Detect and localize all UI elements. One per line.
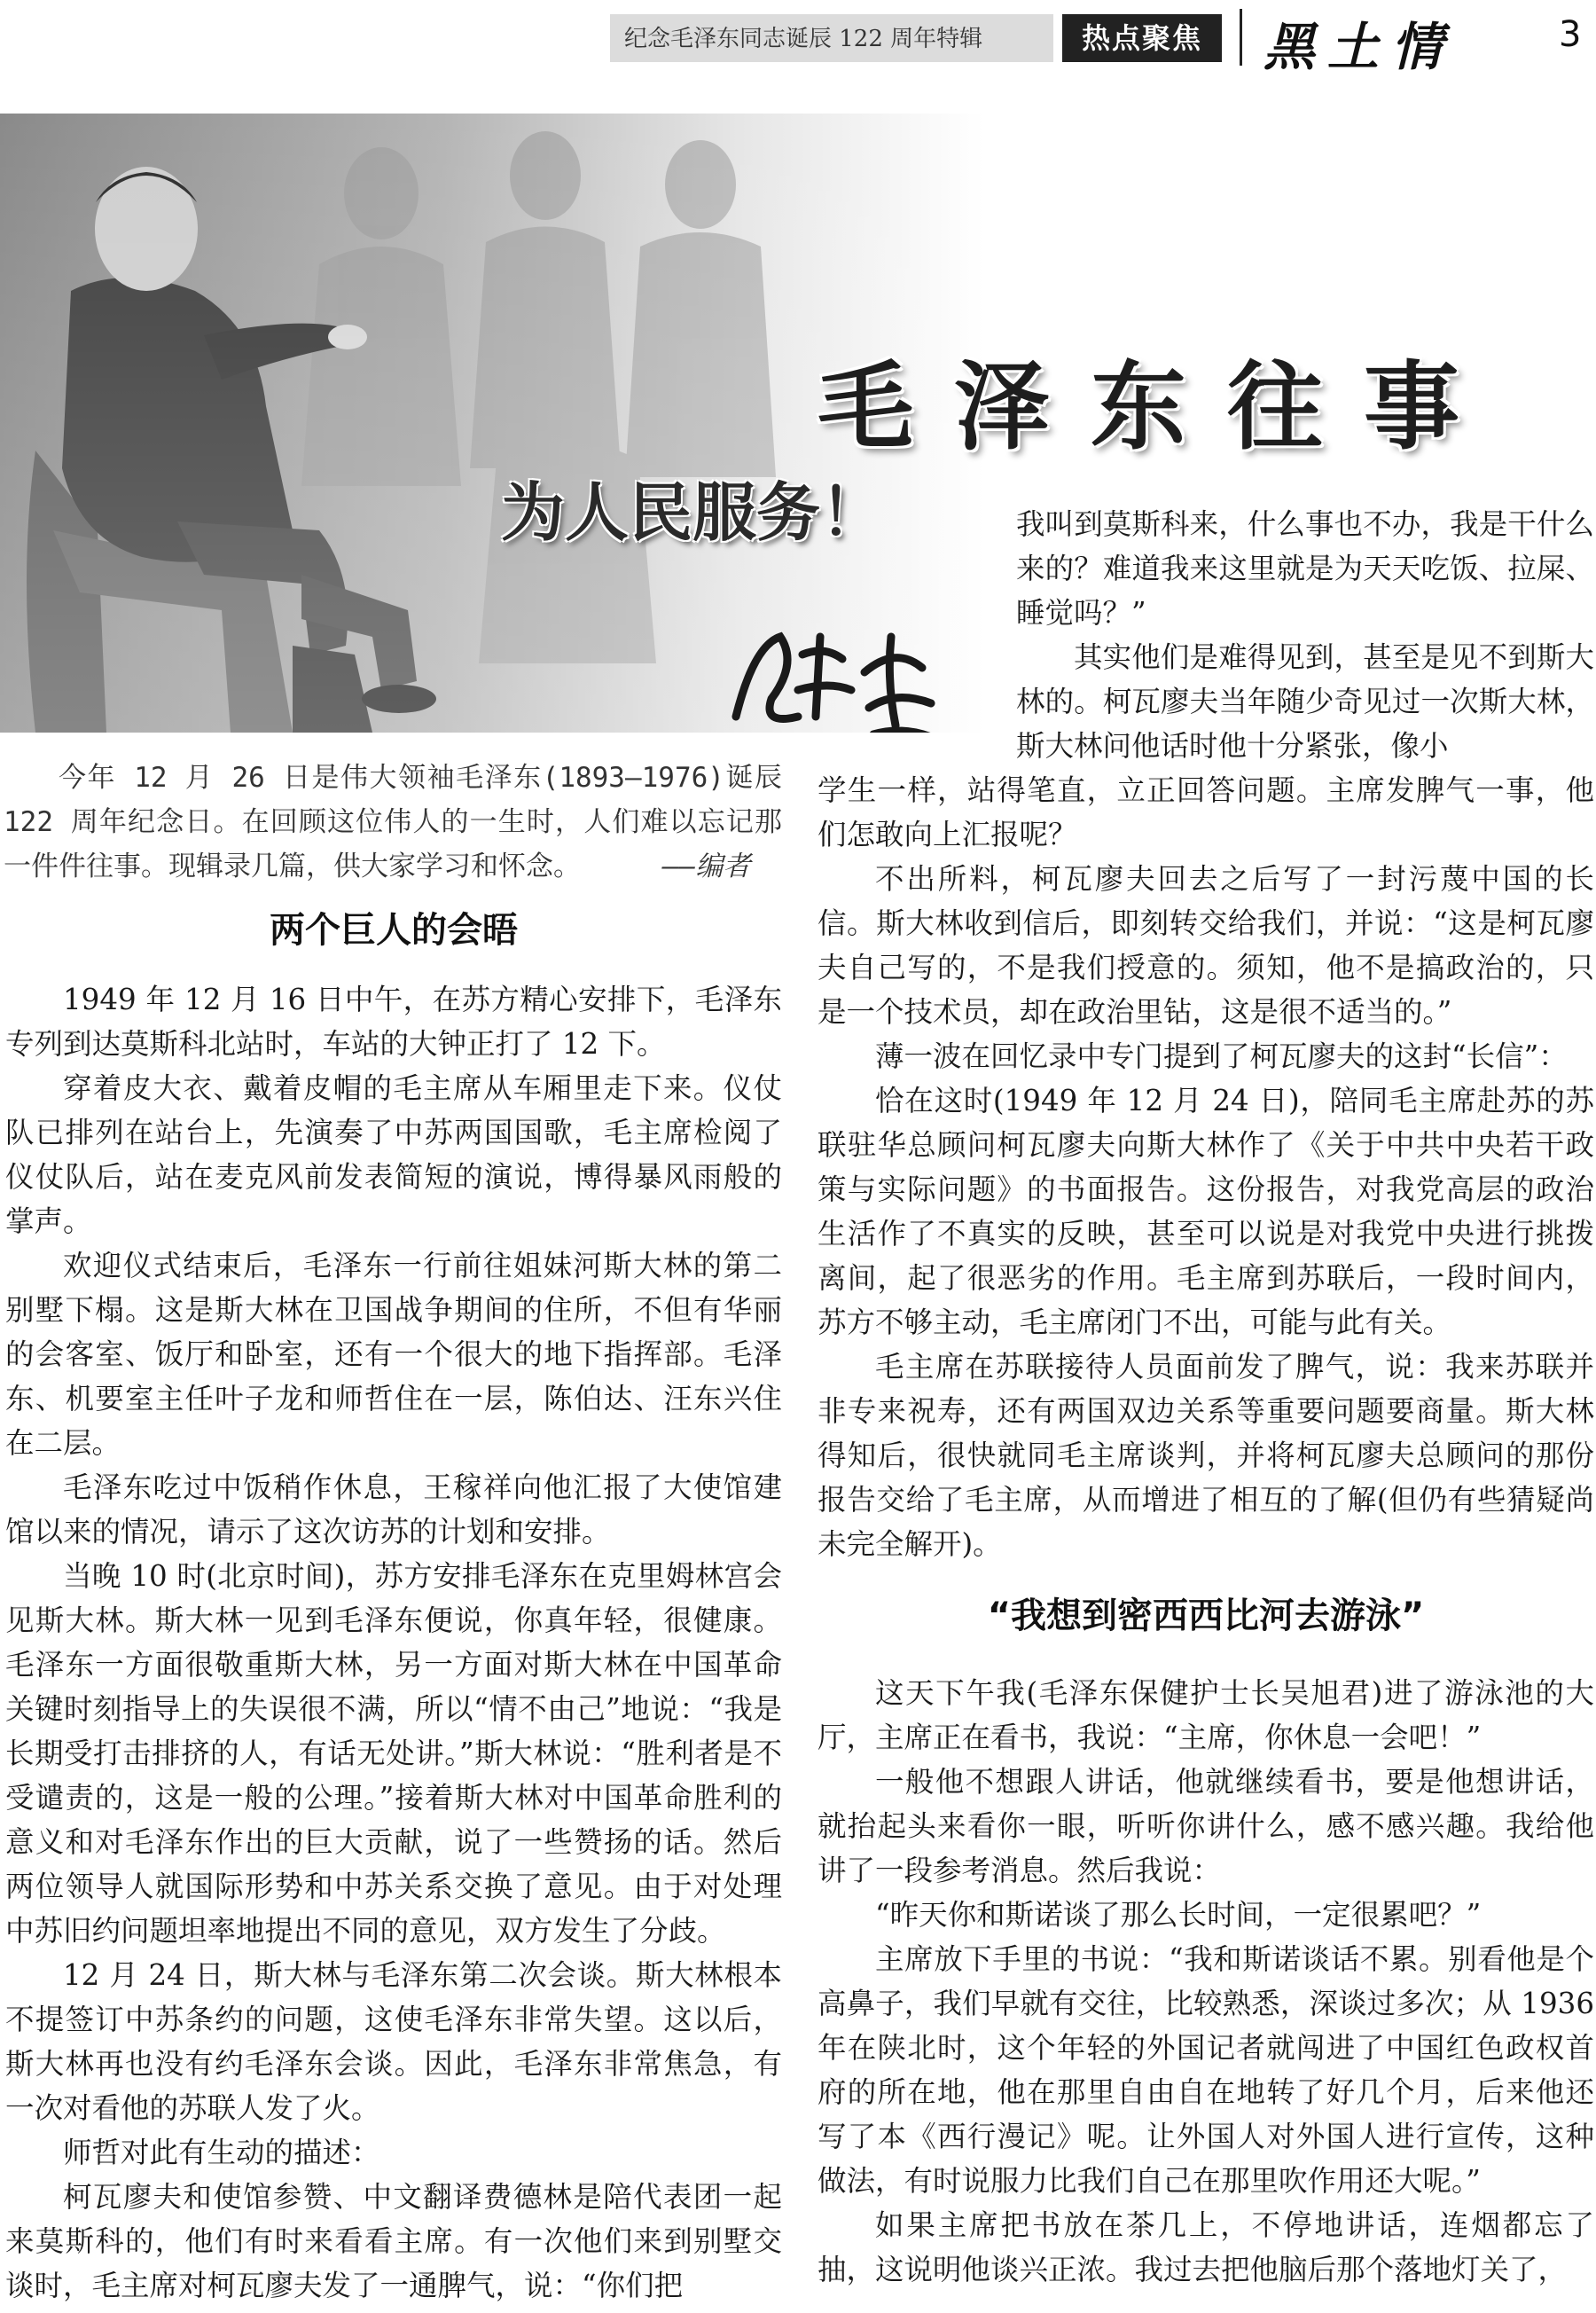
paragraph: 当晚 10 时(北京时间)，苏方安排毛泽东在克里姆林宫会见斯大林。斯大林一见到毛泽东便说，你真年轻，很健康。毛泽东一方面很敬重斯大林，另一方面对斯大林在中国革命关键时刻指导上的失误很不满，所以“情不由己”地说：“我是长期受打击排挤的人，有话无处讲。”斯大林说：“胜利者是不受谴责的，这是一般的公理。”接着斯大林对中国革命胜利的意义和对毛泽东作出的巨大贡献，说了一些赞扬的话。然后两位领导人就国际形势和中苏关系交换了意见。由于对处理中苏旧约问题坦率地提出不同的意见，双方发生了分歧。 bbox=[5, 1559, 782, 1948]
section-tag: 热点聚焦 bbox=[1062, 14, 1222, 62]
paragraph: 穿着皮大衣、戴着皮帽的毛主席从车厢里走下来。仪仗队已排列在站台上，先演奏了中苏两国国歌，毛主席检阅了仪仗队后，站在麦克风前发表简短的演说，博得暴风雨般的掌声。 bbox=[5, 1071, 782, 1238]
paragraph: 我叫到莫斯科来，什么事也不办，我是干什么来的？难道我来这里就是为天天吃饭、拉屎、睡觉吗？” bbox=[1016, 507, 1594, 630]
paragraph: 薄一波在回忆录中专门提到了柯瓦廖夫的这封“长信”： bbox=[875, 1039, 1568, 1073]
paragraph: 一般他不想跟人讲话，他就继续看书，要是他想讲话，就抬起头来看你一眼，听听你讲什么，感不感兴趣。我给他讲了一段参考消息。然后我说： bbox=[818, 1765, 1594, 1887]
paragraph: 师哲对此有生动的描述： bbox=[63, 2136, 380, 2169]
left-column bbox=[5, 898, 782, 2308]
header-divider bbox=[1240, 9, 1242, 66]
page-number: 3 bbox=[1559, 14, 1582, 55]
paragraph: 柯瓦廖夫和使馆参赞、中文翻译费德林是陪代表团一起来莫斯科的，他们有时来看看主席。有一次他们来到别墅交谈时，毛主席对柯瓦廖夫发了一通脾气，说：“你们把 bbox=[5, 2180, 782, 2302]
photo-slogan: 为人民服务！ bbox=[501, 475, 885, 550]
section-heading: 两个巨人的会晤 bbox=[270, 910, 518, 951]
right-column bbox=[818, 768, 1594, 2292]
right-top-column bbox=[1016, 502, 1594, 768]
paragraph: 欢迎仪式结束后，毛泽东一行前往姐妹河斯大林的第二别墅下榻。这是斯大林在卫国战争期间的住所，不但有华丽的会客室、饭厅和卧室，还有一个很大的地下指挥部。毛泽东、机要室主任叶子龙和师哲住在一层，陈伯达、汪东兴住在二层。 bbox=[5, 1249, 782, 1460]
paragraph: 1949 年 12 月 16 日中午，在苏方精心安排下，毛泽东专列到达莫斯科北站时，车站的大钟正打了 12 下。 bbox=[5, 983, 782, 1061]
editor-intro bbox=[4, 756, 782, 889]
paragraph: 如果主席把书放在茶几上，不停地讲话，连烟都忘了抽，这说明他谈兴正浓。我过去把他脑后那个落地灯关了， bbox=[818, 2208, 1594, 2286]
paragraph: 其实他们是难得见到，甚至是见不到斯大林的。柯瓦廖夫当年随少奇见过一次斯大林，斯大林问他话时他十分紧张，像小 bbox=[1016, 640, 1594, 763]
special-issue-label: 纪念毛泽东同志诞辰 122 周年特辑 bbox=[624, 26, 983, 52]
paragraph: 恰在这时(1949 年 12 月 24 日)，陪同毛主席赴苏的苏联驻华总顾问柯瓦廖夫向斯大林作了《关于中共中央若干政策与实际问题》的书面报告。这份报告，对我党高层的政治生活作了不真实的反映，甚至可以说是对我党中央进行挑拨离间，起了很恶劣的作用。毛主席到苏联后，一段时间内，苏方不够主动，毛主席闭门不出，可能与此有关。 bbox=[818, 1084, 1594, 1339]
intro-credit: ——编者 bbox=[662, 851, 751, 882]
intro-text: 今年 12 月 26 日是伟大领袖毛泽东(1893—1976)诞辰 122 周年纪念日。在回顾这位伟人的一生时，人们难以忘记那一件件往事。现辑录几篇，供大家学习和怀念。 bbox=[4, 762, 782, 882]
publication-logo: 黑土情 bbox=[1264, 17, 1456, 77]
paragraph: 不出所料，柯瓦廖夫回去之后写了一封污蔑中国的长信。斯大林收到信后，即刻转交给我们，并说：“这是柯瓦廖夫自己写的，不是我们授意的。须知，他不是搞政治的，只是一个技术员，却在政治里钻，这是很不适当的。” bbox=[818, 862, 1594, 1029]
paragraph: 学生一样，站得笔直，立正回答问题。主席发脾气一事，他们怎敢向上汇报呢？ bbox=[818, 773, 1594, 851]
paragraph: “昨天你和斯诺谈了那么长时间，一定很累吧？” bbox=[875, 1898, 1482, 1932]
paragraph: 毛泽东吃过中饭稍作休息，王稼祥向他汇报了大使馆建馆以来的情况，请示了这次访苏的计划和安排。 bbox=[5, 1470, 782, 1549]
paragraph: 主席放下手里的书说：“我和斯诺谈话不累。别看他是个高鼻子，我们早就有交往，比较熟悉，深谈过多次；从 1936 年在陕北时，这个年轻的外国记者就闯进了中国红色政权首府的所在地，他在那里自由自在地转了好几个月，后来他还写了本《西行漫记》呢。让外国人对外国人进行宣传，这种做法，有时说服力比我们自己在那里吹作用还大呢。” bbox=[818, 1942, 1594, 2198]
paragraph: 12 月 24 日，斯大林与毛泽东第二次会谈。斯大林根本不提签订中苏条约的问题，这使毛泽东非常失望。这以后，斯大林再也没有约毛泽东会谈。因此，毛泽东非常焦急，有一次对看他的苏联人发了火。 bbox=[5, 1958, 782, 2125]
paragraph: 毛主席在苏联接待人员面前发了脾气，说：我来苏联并非专来祝寿，还有两国双边关系等重要问题要商量。斯大林得知后，很快就同毛主席谈判，并将柯瓦廖夫总顾问的那份报告交给了毛主席，从而增进了相互的了解(但仍有些猜疑尚未完全解开)。 bbox=[818, 1350, 1594, 1561]
paragraph: 这天下午我(毛泽东保健护士长吴旭君)进了游泳池的大厅，主席正在看书，我说：“主席，你休息一会吧！” bbox=[818, 1676, 1594, 1754]
main-title: 毛泽东往事 bbox=[818, 351, 1501, 464]
section-heading: “我想到密西西比河去游泳” bbox=[987, 1596, 1425, 1636]
